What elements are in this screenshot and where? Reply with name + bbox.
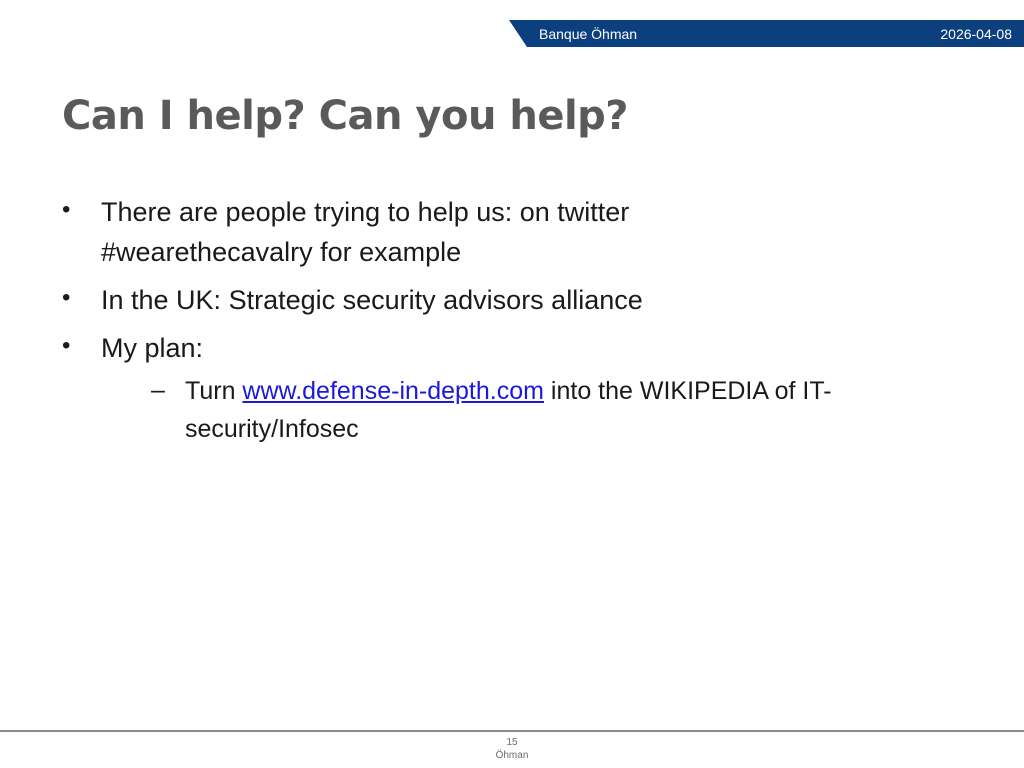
sub-bullet-line2: security/Infosec <box>185 415 359 443</box>
bullet-text-line: #wearethecavalry for example <box>101 237 462 267</box>
bullet-marker: • <box>62 284 71 311</box>
sub-bullet-prefix: Turn <box>185 377 243 405</box>
bullet-item-uk <box>62 280 942 320</box>
header-company: Banque Öhman <box>539 26 638 42</box>
bullet-text-line: In the UK: Strategic security advisors alliance <box>101 285 643 315</box>
footer-name: Öhman <box>495 750 529 761</box>
bullet-item-cavalry <box>62 192 942 272</box>
defense-in-depth-link[interactable]: www.defense-in-depth.com <box>242 377 544 405</box>
sub-bullet-item <box>101 372 942 448</box>
bullet-marker: • <box>62 332 71 359</box>
sub-bullet-suffix: into the WIKIPEDIA of IT- <box>543 377 832 405</box>
bullet-marker: • <box>62 196 71 223</box>
page-number: 15 <box>506 737 518 748</box>
bullet-list <box>62 192 942 456</box>
bullet-item-plan <box>62 328 942 448</box>
footer-divider <box>0 730 1024 732</box>
slide-title: Can I help? Can you help? <box>62 93 628 139</box>
bullet-text-line: There are people trying to help us: on twitter <box>101 197 630 227</box>
header-date: 2026-04-08 <box>940 26 1012 42</box>
sub-bullet-marker: – <box>151 376 165 404</box>
bullet-text-line: My plan: <box>101 333 204 363</box>
